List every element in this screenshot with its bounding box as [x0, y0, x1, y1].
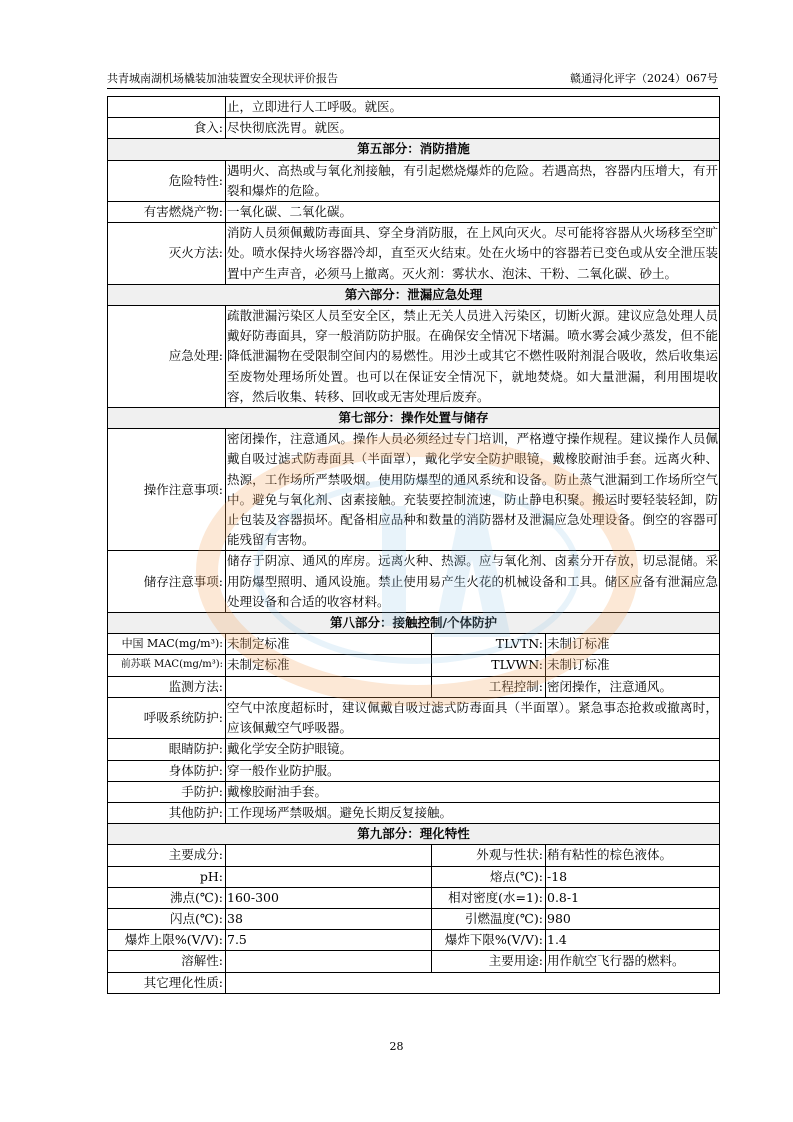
- table-row: [108, 118, 720, 139]
- row-value: 疏散泄漏污染区人员至安全区，禁止无关人员进入污染区，切断火源。建议应急处理人员戴好防毒面具，穿一般消防防护服。在确保安全情况下堵漏。喷水雾会减少蒸发，但不能降低泄漏物在受限制空间内的易燃性。用沙土或其它不燃性吸附剂混合吸收，然后收集运至废物处理场所处置。也可以在保证安全情况下，就地焚烧。如大量泄漏，利用围堤收容，然后收集、转移、回收或无害处理后废弃。: [226, 306, 720, 408]
- row-value: [226, 866, 432, 887]
- msds-table: [107, 96, 720, 994]
- table-row: [108, 972, 720, 993]
- row-value: 尽快彻底洗胃。就医。: [226, 118, 720, 139]
- row-label: 身体防护:: [108, 760, 226, 781]
- report-number: 赣通浔化评字（2024）067号: [570, 72, 718, 85]
- row-value: 戴橡胶耐油手套。: [226, 781, 720, 802]
- row-label: 爆炸上限%(V/V):: [108, 930, 226, 951]
- row-value: 密闭操作，注意通风。: [546, 676, 720, 697]
- row-value: 储存于阴凉、通风的库房。远离火种、热源。应与氧化剂、卤素分开存放，切忌混储。采用防爆型照明、通风设施。禁止使用易产生火花的机械设备和工具。储区应备有泄漏应急处理设备和合适的收容材料。: [226, 551, 720, 613]
- inhale-continued: 止，立即进行人工呼吸。就医。: [226, 97, 720, 118]
- row-label: 爆炸下限%(V/V):: [432, 930, 546, 951]
- table-row: [108, 202, 720, 223]
- row-value: [226, 676, 432, 697]
- table-row: [108, 697, 720, 738]
- section-heading: 第七部分：操作处置与储存: [108, 408, 720, 429]
- row-label: 危险特性:: [108, 160, 226, 201]
- row-label: 操作注意事项:: [108, 429, 226, 551]
- row-label: 闪点(℃):: [108, 908, 226, 929]
- section-heading: 第六部分：泄漏应急处理: [108, 284, 720, 305]
- table-row: [108, 739, 720, 760]
- table-row: [108, 551, 720, 613]
- row-value: 工作现场严禁吸烟。避免长期反复接触。: [226, 802, 720, 823]
- page-header: [107, 70, 718, 89]
- row-label: 手防护:: [108, 781, 226, 802]
- row-value: 戴化学安全防护眼镜。: [226, 739, 720, 760]
- row-label: 其他防护:: [108, 802, 226, 823]
- table-row: [108, 97, 720, 118]
- table-row: [108, 429, 720, 551]
- row-value: 38: [226, 908, 432, 929]
- row-label: 应急处理:: [108, 306, 226, 408]
- row-label: 引燃温度(℃):: [432, 908, 546, 929]
- row-label: 主要成分:: [108, 845, 226, 866]
- table-row: [108, 908, 720, 929]
- row-value: 消防人员须佩戴防毒面具、穿全身消防服，在上风向灭火。尽可能将容器从火场移至空旷处。喷水保持火场容器冷却，直至灭火结束。处在火场中的容器若已变色或从安全泄压装置中产生声音，必须马上撤离。灭火剂：雾状水、泡沫、干粉、二氧化碳、砂土。: [226, 223, 720, 285]
- row-label: 眼睛防护:: [108, 739, 226, 760]
- row-label: pH:: [108, 866, 226, 887]
- table-row: [108, 845, 720, 866]
- section-heading: 第八部分：接触控制/个体防护: [108, 613, 720, 634]
- table-row: [108, 866, 720, 887]
- row-label: 灭火方法:: [108, 223, 226, 285]
- table-row: [108, 802, 720, 823]
- report-title: 共青城南湖机场橇装加油装置安全现状评价报告: [107, 72, 338, 85]
- row-value: 未制定标准: [226, 634, 432, 655]
- row-value: 1.4: [546, 930, 720, 951]
- row-label: 食入:: [108, 118, 226, 139]
- table-row: [108, 655, 720, 676]
- row-label: 呼吸系统防护:: [108, 697, 226, 738]
- row-label: 有害燃烧产物:: [108, 202, 226, 223]
- row-value: 密闭操作，注意通风。操作人员必须经过专门培训，严格遵守操作规程。建议操作人员佩戴自吸过滤式防毒面具（半面罩），戴化学安全防护眼镜，戴橡胶耐油手套。远离火种、热源，工作场所严禁吸烟。使用防爆型的通风系统和设备。防止蒸气泄漏到工作场所空气中。避免与氧化剂、卤素接触。充装要控制流速，防止静电积聚。搬运时要轻装轻卸，防止包装及容器损坏。配备相应品种和数量的消防器材及泄漏应急处理设备。倒空的容器可能残留有害物。: [226, 429, 720, 551]
- row-value: 用作航空飞行器的燃料。: [546, 951, 720, 972]
- row-value: 空气中浓度超标时，建议佩戴自吸过滤式防毒面具（半面罩）。紧急事态抢救或撤离时，应该佩戴空气呼吸器。: [226, 697, 720, 738]
- row-value: 稍有粘性的棕色液体。: [546, 845, 720, 866]
- table-row: [108, 930, 720, 951]
- row-value: 一氧化碳、二氧化碳。: [226, 202, 720, 223]
- row-value: 7.5: [226, 930, 432, 951]
- row-label: 中国 MAC(mg/m³):: [108, 634, 226, 655]
- row-value: [226, 951, 432, 972]
- row-label: 熔点(℃):: [432, 866, 546, 887]
- row-value: -18: [546, 866, 720, 887]
- row-value: 160-300: [226, 887, 432, 908]
- row-value: 980: [546, 908, 720, 929]
- table-row: [108, 781, 720, 802]
- table-row: [108, 951, 720, 972]
- row-label: 外观与性状:: [432, 845, 546, 866]
- section-heading: 第九部分：理化特性: [108, 824, 720, 845]
- row-value: [226, 845, 432, 866]
- row-value: 0.8-1: [546, 887, 720, 908]
- row-label: 主要用途:: [432, 951, 546, 972]
- row-label: 其它理化性质:: [108, 972, 226, 993]
- row-value: [226, 972, 720, 993]
- row-label: 监测方法:: [108, 676, 226, 697]
- row-label: 沸点(℃):: [108, 887, 226, 908]
- row-label: [108, 97, 226, 118]
- row-label: 储存注意事项:: [108, 551, 226, 613]
- row-label: TLVWN:: [432, 655, 546, 676]
- row-value: 未制订标准: [546, 655, 720, 676]
- row-label: 前苏联 MAC(mg/m³):: [108, 655, 226, 676]
- row-value: 未制定标准: [226, 655, 432, 676]
- table-row: [108, 160, 720, 201]
- table-row: [108, 223, 720, 285]
- table-row: [108, 676, 720, 697]
- row-value: 穿一般作业防护服。: [226, 760, 720, 781]
- table-row: [108, 634, 720, 655]
- row-value: 未制订标准: [546, 634, 720, 655]
- table-row: [108, 760, 720, 781]
- table-row: [108, 306, 720, 408]
- row-label: TLVTN:: [432, 634, 546, 655]
- row-label: 相对密度(水=1):: [432, 887, 546, 908]
- row-value: 遇明火、高热或与氧化剂接触，有引起燃烧爆炸的危险。若遇高热，容器内压增大，有开裂和爆炸的危险。: [226, 160, 720, 201]
- row-label: 溶解性:: [108, 951, 226, 972]
- table-row: [108, 887, 720, 908]
- row-label: 工程控制:: [432, 676, 546, 697]
- section-heading: 第五部分：消防措施: [108, 139, 720, 160]
- page-number: 28: [389, 1040, 404, 1053]
